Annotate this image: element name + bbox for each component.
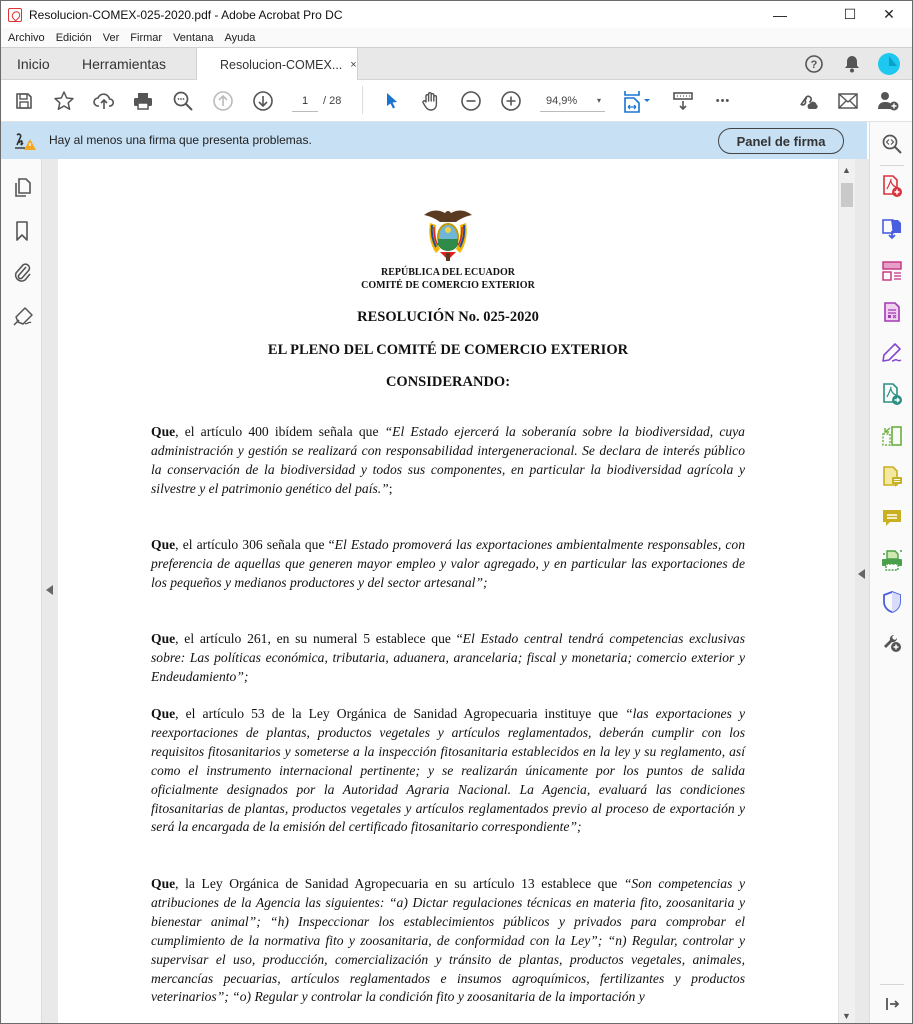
- left-panel-toggle[interactable]: [42, 159, 58, 1024]
- banner-message: Hay al menos una firma que presenta problemas.: [49, 133, 312, 147]
- print-button[interactable]: [130, 88, 156, 114]
- comment-tool[interactable]: [880, 506, 904, 530]
- paragraph-tail: ;: [388, 480, 393, 496]
- add-user-button[interactable]: [875, 88, 901, 114]
- fill-sign-icon: [880, 342, 904, 364]
- menu-firmar[interactable]: Firmar: [130, 31, 163, 44]
- paragraph-lead: Que: [151, 537, 176, 552]
- collapse-right-arrow-icon: [858, 569, 866, 579]
- collapse-left-arrow-icon: [46, 585, 54, 595]
- plus-circle-icon: [500, 90, 522, 112]
- document-viewport[interactable]: [58, 159, 838, 1024]
- export-pdf-icon: [880, 217, 904, 241]
- send-pdf-icon: [881, 382, 903, 406]
- toolbar-divider: [362, 86, 363, 114]
- menu-edicion[interactable]: Edición: [55, 31, 92, 44]
- bell-icon: [843, 54, 861, 74]
- right-panel-toggle[interactable]: [855, 159, 869, 1024]
- envelope-icon: [837, 92, 859, 110]
- paperclip-icon: [12, 261, 32, 283]
- page-thumbnails-button[interactable]: [11, 177, 33, 199]
- help-icon: [804, 54, 824, 74]
- paragraph: [151, 875, 745, 1007]
- link-cloud-icon: [796, 90, 820, 112]
- help-button[interactable]: [803, 53, 825, 75]
- collapse-tools-panel-button[interactable]: [880, 992, 904, 1016]
- enhance-search-tool[interactable]: [880, 132, 904, 156]
- avatar-icon: [878, 53, 900, 75]
- paragraph-text: , el artículo 400 ibídem señala que: [175, 424, 385, 439]
- paragraph-lead: Que: [151, 706, 176, 721]
- tab-herramientas[interactable]: [82, 48, 166, 80]
- title-bar: [1, 1, 912, 28]
- paragraph-text: , la Ley Orgánica de Sanidad Agropecuaria en su artículo 13 establece que: [175, 876, 624, 891]
- protect-tool[interactable]: [880, 590, 904, 614]
- header-republic: REPÚBLICA DEL ECUADOR: [381, 267, 515, 278]
- ecuador-coat-of-arms: [420, 205, 476, 263]
- prepare-form-tool[interactable]: [880, 300, 904, 324]
- tab-inicio-label: Inicio: [17, 56, 50, 72]
- paragraph: [151, 536, 745, 593]
- more-tools-settings[interactable]: [880, 631, 904, 655]
- paragraph: [151, 630, 745, 687]
- paragraph: [151, 705, 745, 837]
- upload-cloud-button[interactable]: [91, 88, 117, 114]
- menu-ayuda[interactable]: Ayuda: [224, 31, 256, 44]
- add-person-icon: [876, 90, 900, 112]
- bookmark-icon: [14, 220, 30, 242]
- window-title: Resolucion-COMEX-025-2020.pdf - Adobe Acrobat Pro DC: [29, 7, 343, 22]
- tab-close-icon[interactable]: ×: [350, 58, 357, 71]
- maximize-icon: ☐: [843, 6, 857, 22]
- zoom-search-icon: [881, 133, 903, 155]
- signatures-button[interactable]: [11, 305, 33, 327]
- bookmark-star-button[interactable]: [51, 88, 77, 114]
- minimize-button[interactable]: [757, 1, 803, 28]
- tools-divider: [880, 165, 904, 166]
- menu-ventana[interactable]: Ventana: [173, 31, 214, 44]
- svg-text:?: ?: [810, 59, 818, 71]
- printer-icon: [132, 91, 154, 111]
- bookmarks-button[interactable]: [11, 220, 33, 242]
- close-icon: ✕: [883, 6, 895, 22]
- more-tools-button[interactable]: [710, 88, 736, 114]
- document-comment-icon: [881, 465, 903, 489]
- zoom-in-button[interactable]: [498, 88, 524, 114]
- resolution-number: RESOLUCIÓN No. 025-2020: [357, 309, 539, 325]
- pdf-page: [58, 159, 838, 1024]
- notifications-button[interactable]: [841, 53, 863, 75]
- wrench-add-icon: [881, 632, 903, 654]
- menu-bar: [1, 28, 912, 47]
- email-button[interactable]: [835, 88, 861, 114]
- menu-ver[interactable]: Ver: [102, 31, 120, 44]
- arrow-down-circle-icon: [252, 90, 274, 112]
- paragraph-quote: “las exportaciones y reexportaciones de plantas, productos vegetales y artículos reglamentados, deberán cumplir con los requisitos fitosanitarios y someterse a la inspección fitosanitaria establecidos en la ley y su reglamento, así como el instrumento internacional pertinente; y se realizarán únicamente por los puntos de salida oficialmente designados por la Autoridad Agraria Nacional. La Agencia, evaluará las condiciones fitosanitarias de plantas, productos vegetales y artículos reglamentados previo al proceso de exportación y será la encargada de la emisión del certificado fitosanitario correspondiente”;: [151, 706, 745, 835]
- tools-bottom-divider: [880, 984, 904, 985]
- paragraph-lead: Que: [151, 631, 176, 646]
- paragraph-lead: Que: [151, 876, 176, 891]
- next-page-button[interactable]: [250, 88, 276, 114]
- send-for-comments-tool[interactable]: [880, 382, 904, 406]
- paragraph-text: , el artículo 306 señala que “: [175, 537, 335, 552]
- form-icon: [882, 301, 902, 323]
- scroll-down-icon[interactable]: ▼: [842, 1011, 851, 1021]
- paragraph-quote: “Son competencias y atribuciones de la Agencia las siguientes: “a) Dictar regulaciones técnicas en materia fito, zoosanitaria y bienestar animal”; “h) Inspeccionar los establecimientos públicos y privados para comprobar el cumplimiento de la normativa fito y zoosanitaria, de conformidad con la Ley”; “n) Regular, controlar y supervisar el uso, producción, comercialización y tránsito de plantas, productos vegetales, animales, mercancías pecuarias, artículos reglamentados e insumos agroquímicos, fertilizantes y productos veterinarios”; “o) Regular y controlar la condición fito y zoosanitaria de la importación y: [151, 876, 745, 1005]
- paragraph: [151, 423, 745, 499]
- signature-warning-icon: [14, 131, 38, 151]
- share-link-button[interactable]: [795, 88, 821, 114]
- hand-icon: [420, 90, 442, 112]
- user-avatar[interactable]: [877, 52, 901, 76]
- page-thumbnails-icon: [12, 177, 32, 199]
- paragraph-lead: Que: [151, 424, 176, 439]
- create-pdf-tool[interactable]: [880, 174, 904, 198]
- paragraph-text: , el artículo 261, en su numeral 5 establece que “: [175, 631, 463, 646]
- cursor-arrow-icon: [384, 91, 400, 111]
- print-production-tool[interactable]: [880, 548, 904, 572]
- signature-panel-button[interactable]: Panel de firma: [718, 128, 844, 154]
- compare-icon: [881, 425, 903, 447]
- hand-tool-button[interactable]: [418, 88, 444, 114]
- organize-pages-tool[interactable]: [880, 259, 904, 283]
- search-icon: [172, 90, 194, 112]
- print-production-icon: [880, 548, 904, 572]
- select-tool-button[interactable]: [379, 88, 405, 114]
- chevron-down-icon: ▾: [596, 96, 601, 105]
- cloud-upload-icon: [93, 91, 115, 111]
- minus-circle-icon: [460, 90, 482, 112]
- considering-heading: CONSIDERANDO:: [385, 374, 511, 390]
- paragraph-quote: El Estado promoverá las exportaciones ambientalmente responsables, con preferencia de aquellas que generen mayor empleo y valor agregado, y en particular las exportaciones de los pequeños y medianos productores y del sector artesanal”;: [151, 537, 745, 590]
- menu-archivo[interactable]: Archivo: [8, 31, 45, 44]
- pen-nib-icon: [11, 305, 33, 327]
- find-button[interactable]: [170, 88, 196, 114]
- create-pdf-icon: [881, 174, 903, 198]
- scroll-mode-button[interactable]: [670, 88, 696, 114]
- paragraph-quote: “El Estado ejercerá la soberanía sobre la biodiversidad, cuya administración y gestión se realizará con responsabilidad intergeneracional. Se declara de interés público la conservación de la biodiversidad y todos sus componentes, en particular la biodiversidad agrícola y silvestre y el patrimonio genético del país.”: [151, 424, 745, 496]
- save-button[interactable]: [11, 88, 37, 114]
- tab-bar: [1, 47, 912, 80]
- collapse-panel-arrow-icon: [884, 996, 900, 1012]
- left-navigation-panel: [1, 159, 42, 1024]
- tab-document[interactable]: [196, 48, 358, 81]
- page-fit-button[interactable]: [620, 88, 656, 114]
- main-toolbar: [1, 80, 912, 122]
- attachments-button[interactable]: [11, 261, 33, 283]
- previous-page-button[interactable]: [210, 88, 236, 114]
- save-icon: [14, 91, 34, 111]
- paragraph-text: , el artículo 53 de la Ley Orgánica de Sanidad Agropecuaria instituye que: [175, 706, 626, 721]
- fill-sign-tool[interactable]: [880, 341, 904, 365]
- page-number-input[interactable]: 1: [292, 90, 318, 112]
- comment-icon: [881, 507, 903, 529]
- arrow-up-circle-icon: [212, 90, 234, 112]
- shield-icon: [882, 590, 902, 614]
- vertical-scrollbar[interactable]: [838, 159, 855, 1024]
- close-window-button[interactable]: [866, 1, 912, 28]
- document-body-title: EL PLENO DEL COMITÉ DE COMERCIO EXTERIOR: [267, 342, 629, 358]
- acrobat-app-icon: [8, 8, 22, 22]
- page-total: / 28: [323, 95, 342, 107]
- more-icon: •••: [715, 95, 731, 107]
- scroll-up-icon[interactable]: ▲: [842, 165, 851, 175]
- comment-on-document-tool[interactable]: [880, 465, 904, 489]
- paragraph-quote: El Estado central tendrá competencias exclusivas sobre: Las políticas económica, tributaria, aduanera, arancelaria; fiscal y monetaria; comercio exterior y Endeudamiento”;: [151, 631, 745, 684]
- fit-page-icon: [621, 89, 655, 113]
- compare-files-tool[interactable]: [880, 424, 904, 448]
- scrollbar-thumb[interactable]: [841, 183, 853, 207]
- tab-inicio[interactable]: [17, 48, 50, 80]
- zoom-level-select[interactable]: [540, 90, 605, 112]
- zoom-level-value: 94,9%: [546, 95, 578, 107]
- organize-pages-icon: [881, 260, 903, 282]
- right-tools-panel: [869, 122, 913, 1024]
- export-pdf-tool[interactable]: [880, 217, 904, 241]
- header-committee: COMITÉ DE COMERCIO EXTERIOR: [361, 280, 535, 291]
- keyboard-scroll-icon: [672, 90, 694, 112]
- signature-warning-banner: [1, 122, 867, 159]
- star-icon: [53, 90, 75, 112]
- minimize-icon: —: [773, 6, 787, 23]
- tab-document-label: Resolucion-COMEX...: [220, 57, 343, 72]
- tab-herramientas-label: Herramientas: [82, 56, 167, 72]
- zoom-out-button[interactable]: [458, 88, 484, 114]
